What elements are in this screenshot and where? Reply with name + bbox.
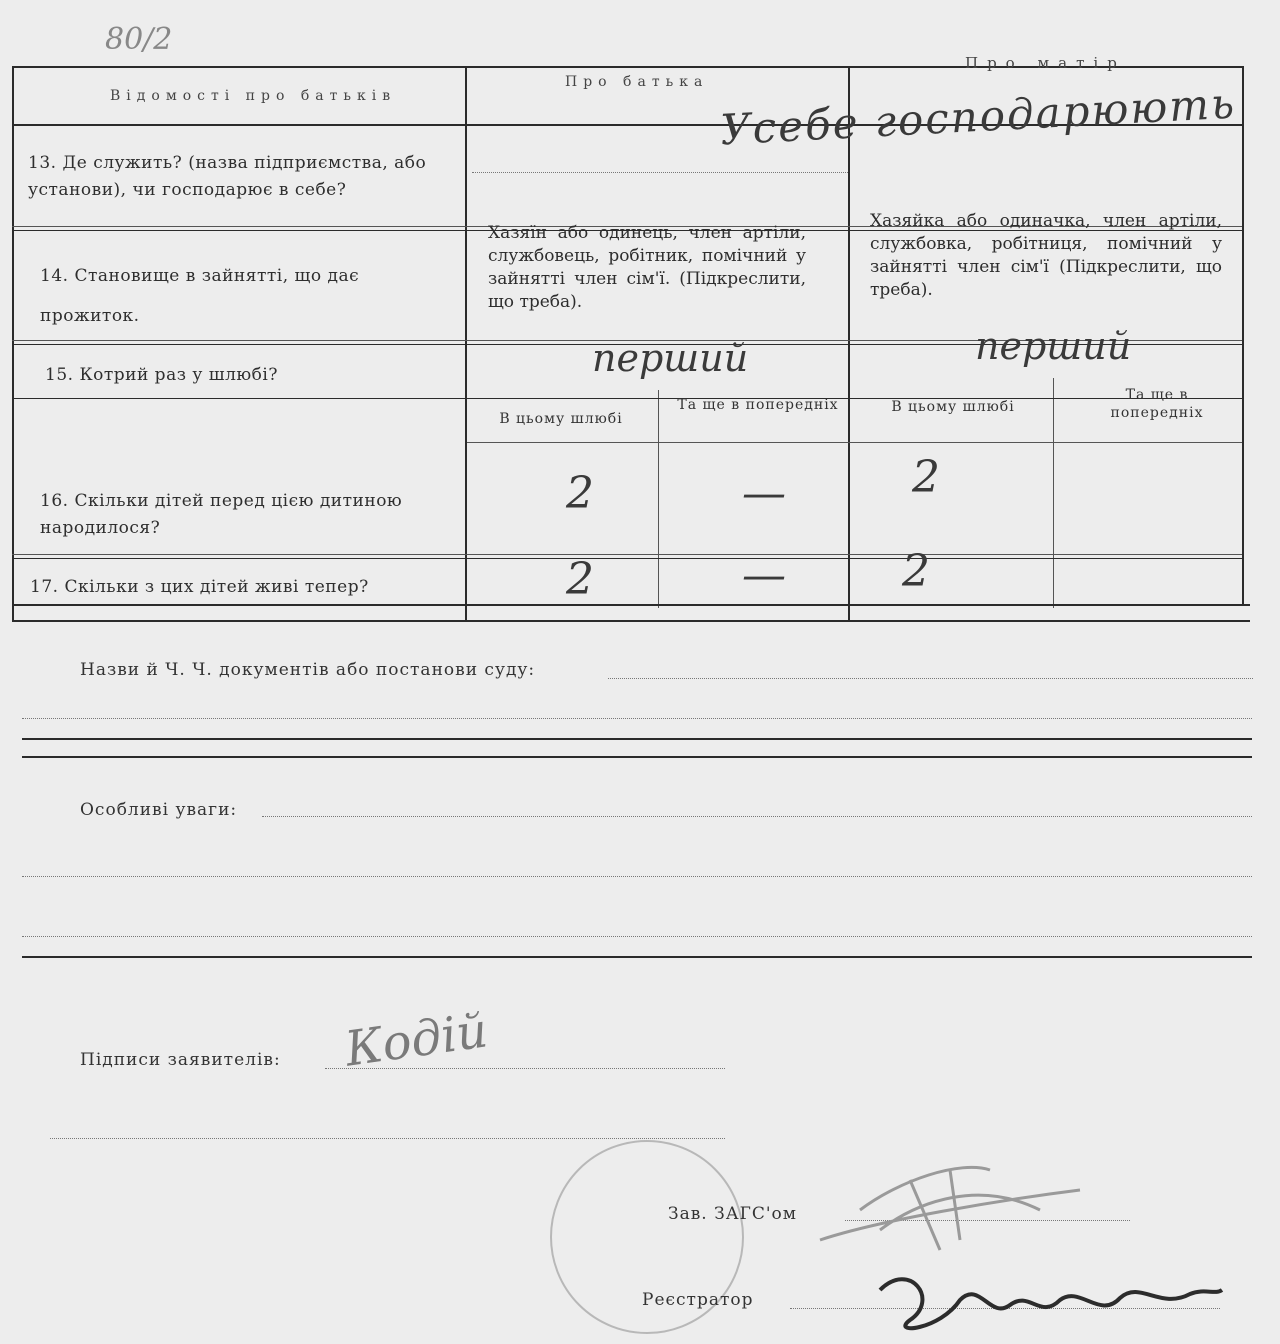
registrar-label: Реєстратор — [642, 1290, 754, 1310]
father-this-16: 2 — [566, 468, 594, 519]
father-answer-15: перший — [592, 336, 749, 380]
mother-this-16: 2 — [912, 452, 940, 503]
answer-13-handwritten: Усебе господарюють — [719, 78, 1238, 155]
question-14: 14. Становище в зайнятті, що дає прожиток. — [40, 266, 360, 326]
applicant-signature: Кодій — [341, 1002, 491, 1078]
header-father: Про батька — [565, 74, 709, 90]
header-mother: Про матір — [965, 54, 1126, 72]
father-prev-16: — — [742, 468, 786, 519]
header-col-label: Відомості про батьків — [110, 88, 397, 104]
mother-options-14: Хазяйка або одиначка, член артіли, службовка, робітниця, помічний у зайнятті член сім'ї (Підкреслити, що треба). — [870, 211, 1222, 300]
father-prev-17: — — [742, 550, 786, 601]
notes-label: Особливі уваги: — [80, 800, 238, 820]
zags-signature-scribble — [800, 1140, 1100, 1260]
question-16: 16. Скільки дітей перед цією дитиною народилося? — [40, 491, 403, 538]
mother-this-17: 2 — [902, 546, 930, 597]
father-sub-this-marriage: В цьому шлюбі — [499, 411, 623, 427]
father-options-14: Хазяїн або одинець, член артіли, службовець, робітник, помічний у зайнятті член сім'ї. (Підкреслити, що треба). — [488, 223, 806, 312]
corner-note: 80/2 — [105, 22, 173, 57]
signatures-label: Підписи заявителів: — [80, 1050, 281, 1070]
father-sub-previous: Та ще в попередніх — [677, 397, 839, 413]
registrar-signature-scribble — [850, 1250, 1230, 1344]
father-this-17: 2 — [566, 554, 594, 605]
question-17: 17. Скільки з цих дітей живі тепер? — [30, 577, 369, 597]
documents-label: Назви й Ч. Ч. документів або постанови суду: — [80, 660, 536, 680]
zags-label: Зав. ЗАГС'ом — [668, 1204, 797, 1224]
mother-answer-15: перший — [975, 324, 1132, 368]
mother-sub-previous: Та ще в попередніх — [1110, 387, 1204, 421]
mother-sub-this-marriage: В цьому шлюбі — [891, 399, 1015, 415]
question-13: 13. Де служить? (назва підприємства, або установи), чи господарює в себе? — [28, 153, 427, 200]
question-15: 15. Котрий раз у шлюбі? — [45, 365, 278, 385]
